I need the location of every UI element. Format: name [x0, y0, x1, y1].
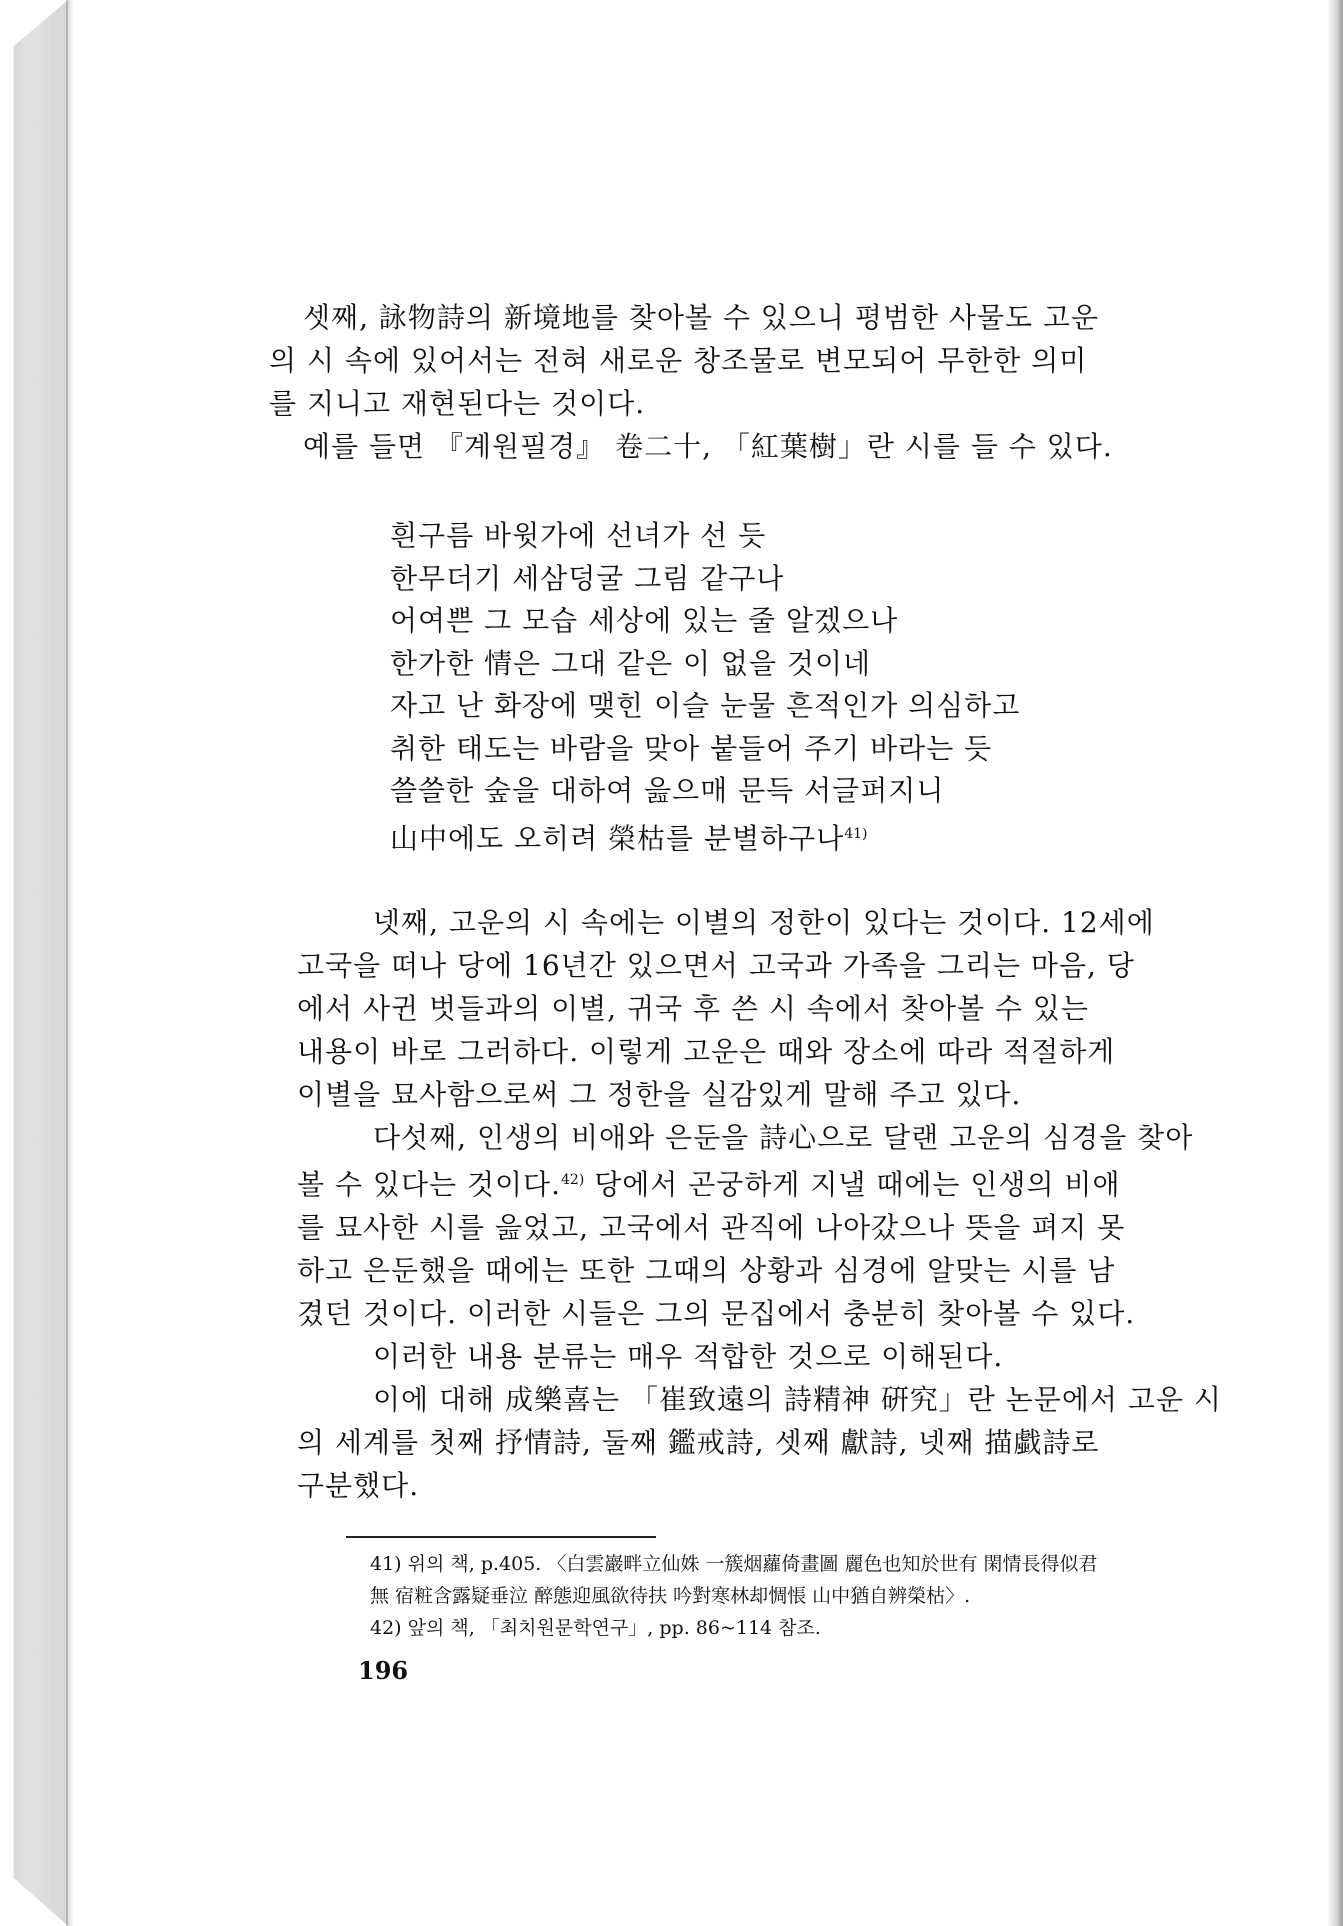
- poem-line: [390, 813, 1020, 861]
- poem-line: 흰구름 바윗가에 선녀가 선 듯: [390, 519, 767, 552]
- poem-line: 쓸쓸한 숲을 대하여 읊으매 문득 서글퍼지니: [390, 774, 945, 807]
- spine-shadow: [66, 0, 74, 1926]
- text-line: 를 지니고 재현된다는 것이다.: [269, 387, 646, 420]
- footnote-separator: [346, 1536, 656, 1538]
- text-line: 에서 사귄 벗들과의 이별, 귀국 후 쓴 시 속에서 찾아볼 수 있는: [297, 992, 1089, 1025]
- text-line: 구분했다.: [297, 1469, 420, 1502]
- text-line: 고국을 떠나 당에 16년간 있으면서 고국과 가족을 그리는 마음, 당: [297, 949, 1135, 982]
- text-line: 예를 들면 『계원필경』 卷二十, 「紅葉樹」란 시를 들 수 있다.: [303, 430, 1113, 463]
- text-line: 를 묘사한 시를 읊었고, 고국에서 관직에 나아갔으나 뜻을 펴지 못: [297, 1211, 1126, 1244]
- poem-line: 자고 난 화장에 맺힌 이슬 눈물 흔적인가 의심하고: [390, 689, 1021, 722]
- footnotes: [370, 1548, 1270, 1644]
- footnote-ref-41[interactable]: 41): [844, 825, 868, 842]
- poem-line: 한무더기 세삼덩굴 그림 같구나: [390, 561, 785, 595]
- paragraph-third-point: [269, 296, 1259, 468]
- page-right-edge: [1327, 0, 1343, 1926]
- poem-hongyeopsu: [390, 515, 1020, 860]
- section-yeongmul-poetry: [269, 296, 1259, 468]
- page: [74, 0, 1324, 1926]
- text-line: 다섯째, 인생의 비애와 은둔을 詩心으로 달랜 고운의 심경을 찾아: [373, 1121, 1194, 1154]
- book-spine-edge: [0, 0, 68, 1926]
- poem-line: 취한 태도는 바람을 맞아 붙들어 주기 바라는 듯: [390, 731, 993, 765]
- footnote-label: 41): [370, 1553, 402, 1575]
- text-line: 의 세계를 첫째 抒情詩, 둘째 鑑戒詩, 셋째 獻詩, 넷째 描戱詩로: [297, 1426, 1100, 1459]
- text-line-part: 당에서 곤궁하게 지낼 때에는 인생의 비애: [594, 1168, 1121, 1201]
- footnote-label: 42): [370, 1617, 402, 1639]
- text-line: 의 시 속에 있어서는 전혀 새로운 창조물로 변모되어 무한한 의미: [269, 344, 1088, 377]
- text-line: 내용이 바로 그러하다. 이렇게 고운은 때와 장소에 따라 적절하게: [297, 1035, 1116, 1068]
- poem-line: 한가한 情은 그대 같은 이 없을 것이네: [390, 646, 872, 680]
- poem-line-text: 山中에도 오히려 榮枯를 분별하구나: [390, 821, 845, 855]
- text-line: 이러한 내용 분류는 매우 적합한 것으로 이해된다.: [373, 1340, 1004, 1373]
- text-line: 겼던 것이다. 이러한 시들은 그의 문집에서 충분히 찾아볼 수 있다.: [297, 1297, 1136, 1330]
- text-line: 넷째, 고운의 시 속에는 이별의 정한이 있다는 것이다. 12세에: [373, 906, 1155, 939]
- text-line-part: 볼 수 있다는 것이다.: [297, 1168, 561, 1201]
- footnote-41: [370, 1548, 1270, 1580]
- footnote-42: [370, 1612, 1270, 1644]
- footnote-text: 위의 책, p.405. 〈白雲巖畔立仙姝 一簇烟蘿倚畫圖 麗色也知於世有 閑情長得似君: [407, 1553, 1098, 1575]
- page-number: 196: [358, 1656, 409, 1685]
- footnote-ref-42[interactable]: 42): [561, 1172, 585, 1188]
- text-line: 하고 은둔했을 때에는 또한 그때의 상황과 심경에 알맞는 시를 남: [297, 1254, 1116, 1287]
- text-line: 이별을 묘사함으로써 그 정한을 실감있게 말해 주고 있다.: [297, 1078, 1022, 1111]
- text-line: [297, 1159, 1263, 1206]
- footnote-text: 앞의 책, 「최치원문학연구」, pp. 86~114 참조.: [407, 1617, 821, 1639]
- footnote-41-continued: 無 宿粧含露疑垂泣 醉態迎風欲待扶 吟對寒林却惆悵 山中猶自辨榮枯〉.: [370, 1585, 971, 1607]
- text-line: 이에 대해 成樂喜는 「崔致遠의 詩精神 硏究」란 논문에서 고운 시: [373, 1383, 1222, 1416]
- section-farewell-and-seclusion: [297, 901, 1263, 1507]
- poem-line: 어여쁜 그 모습 세상에 있는 줄 알겠으나: [390, 604, 899, 637]
- text-line: 셋째, 詠物詩의 新境地를 찾아볼 수 있으니 평범한 사물도 고운: [303, 301, 1100, 334]
